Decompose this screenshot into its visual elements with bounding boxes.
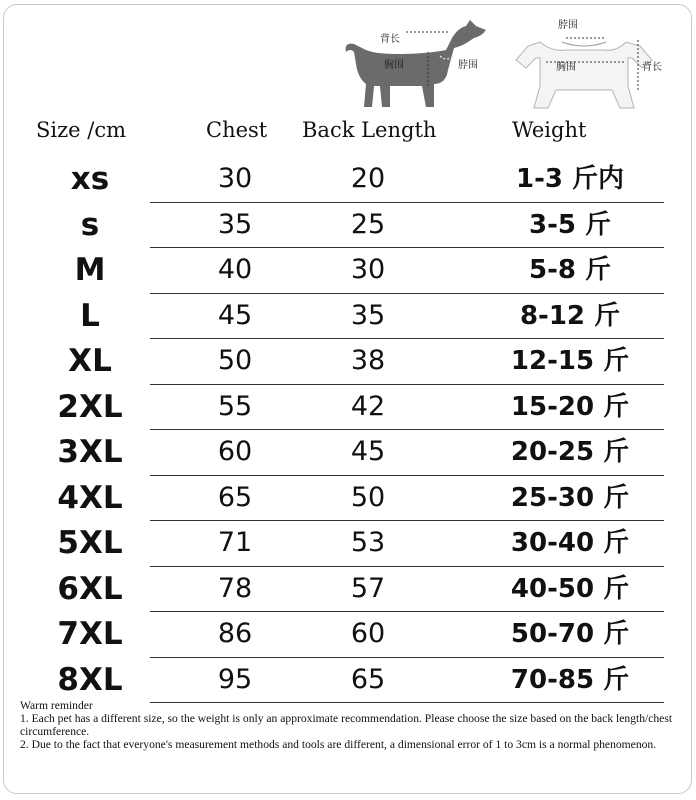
size-cell: 5XL [57,525,123,561]
size-cell: xs [70,161,110,197]
header-weight: Weight [512,118,587,142]
size-cell: 6XL [57,570,123,607]
table-header [0,118,696,148]
chest-cell: 45 [217,299,253,331]
table-row [0,567,696,613]
chest-cell: 40 [217,254,253,285]
back-length-cell: 57 [350,572,386,604]
shirt-neck-label: 脖围 [558,20,578,31]
weight-cell: 1-3 斤内 [515,164,625,194]
weight-cell: 25-30 斤 [510,482,630,513]
chest-cell: 60 [217,436,253,467]
chest-cell: 71 [217,527,253,558]
reminder-line-2: 2. Due to the fact that everyone's measurement methods and tools are different, a dimensional error of 1 to 3cm is a normal phenomenon. [20,738,657,751]
chest-cell: 35 [217,208,253,240]
size-cell: L [80,297,100,334]
table-row [0,476,696,522]
weight-cell: 50-70 斤 [510,619,630,649]
size-cell: 8XL [57,661,123,698]
table-row [0,612,696,658]
dog-chest-label: 胸围 [384,60,404,71]
size-cell: XL [68,343,112,379]
back-length-cell: 35 [350,299,386,331]
table-row [0,203,696,249]
size-table [0,157,696,703]
shirt-back-length-label: 背长 [642,62,662,73]
table-row [0,658,696,704]
chest-cell: 55 [217,390,253,422]
header-chest: Chest [206,118,268,142]
table-row [0,294,696,340]
back-length-cell: 38 [350,345,386,376]
back-length-cell: 25 [350,208,386,240]
weight-cell: 30-40 斤 [510,528,630,558]
dog-measurement-diagram [336,12,498,112]
weight-cell: 20-25 斤 [510,437,630,467]
weight-cell: 12-15 斤 [510,346,630,376]
header-back-length: Back Length [302,118,437,142]
weight-cell: 3-5 斤 [528,209,612,240]
shirt-measurement-diagram [506,12,686,112]
table-row [0,430,696,476]
shirt-chest-label: 胸围 [556,62,576,73]
dog-neck-label: 脖围 [458,60,478,71]
chest-cell: 50 [217,345,253,376]
weight-cell: 8-12 斤 [519,300,621,331]
back-length-cell: 60 [350,618,386,649]
dog-back-length-label: 背长 [380,34,400,45]
weight-cell: 15-20 斤 [510,391,630,422]
chest-cell: 95 [217,663,253,695]
back-length-cell: 30 [350,254,386,285]
back-length-cell: 53 [350,527,386,558]
size-cell: 3XL [57,434,123,470]
table-row [0,385,696,431]
header-size: Size /cm [36,118,127,142]
size-cell: M [74,252,106,288]
reminder-title: Warm reminder [20,699,93,712]
back-length-cell: 45 [350,436,386,467]
table-row [0,339,696,385]
table-row [0,521,696,567]
reminder-line-1: 1. Each pet has a different size, so the weight is only an approximate recommendation. Please choose the size based on the back length/chest circumference. [20,712,673,738]
size-cell: 2XL [57,388,123,425]
chest-cell: 86 [217,618,253,649]
weight-cell: 70-85 斤 [510,664,630,695]
back-length-cell: 50 [350,481,386,513]
back-length-cell: 42 [350,390,386,422]
back-length-cell: 65 [350,663,386,695]
size-cell: 4XL [57,479,123,516]
table-row [0,248,696,294]
weight-cell: 5-8 斤 [528,255,612,285]
size-cell: s [80,206,100,243]
size-cell: 7XL [57,616,123,652]
warm-reminder [20,699,680,751]
chest-cell: 65 [217,481,253,513]
chest-cell: 78 [217,572,253,604]
table-row [0,157,696,203]
back-length-cell: 20 [350,163,386,194]
weight-cell: 40-50 斤 [510,573,630,604]
chest-cell: 30 [217,163,253,194]
